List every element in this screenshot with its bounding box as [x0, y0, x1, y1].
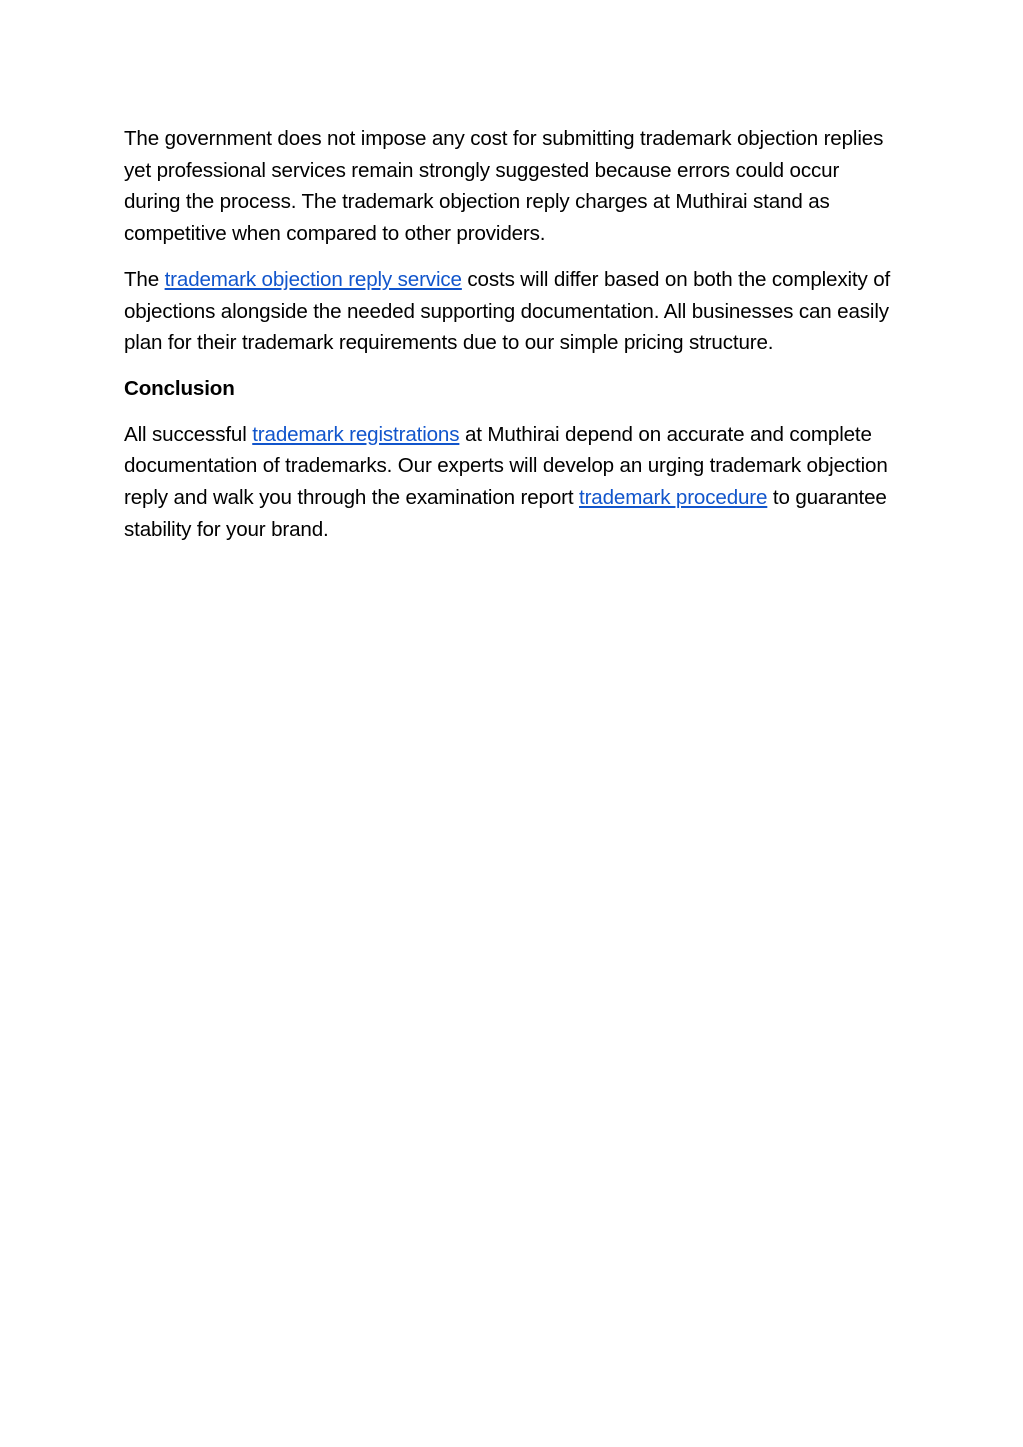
paragraph-text: All successful — [124, 422, 253, 446]
conclusion-heading: Conclusion — [124, 376, 235, 400]
trademark-procedure-link[interactable]: trademark procedure — [579, 486, 768, 510]
trademark-objection-reply-service-link[interactable]: trademark objection reply service — [164, 267, 462, 291]
paragraph-service-costs — [124, 264, 894, 359]
paragraph-text: at Muthirai depend on accurate and complete documentation of trademarks. Our experts will develop an urging trademark objection reply and walk you through the examination report — [124, 422, 888, 510]
paragraph-text: to guarantee stability for your brand. — [124, 486, 887, 541]
paragraph-conclusion — [124, 419, 894, 546]
paragraph-cost-info: The government does not impose any cost for submitting trademark objection replies yet professional services remain strongly suggested because errors could occur during the process. The trademark objection reply charges at Muthirai stand as competitive when compared to other providers. — [124, 127, 884, 246]
paragraph-text: costs will differ based on both the complexity of objections alongside the needed supporting documentation. All businesses can easily plan for their trademark requirements due to our simple pricing structure. — [124, 267, 891, 355]
paragraph-text: The — [124, 267, 165, 291]
trademark-registrations-link[interactable]: trademark registrations — [252, 422, 460, 446]
document-body — [124, 123, 894, 559]
